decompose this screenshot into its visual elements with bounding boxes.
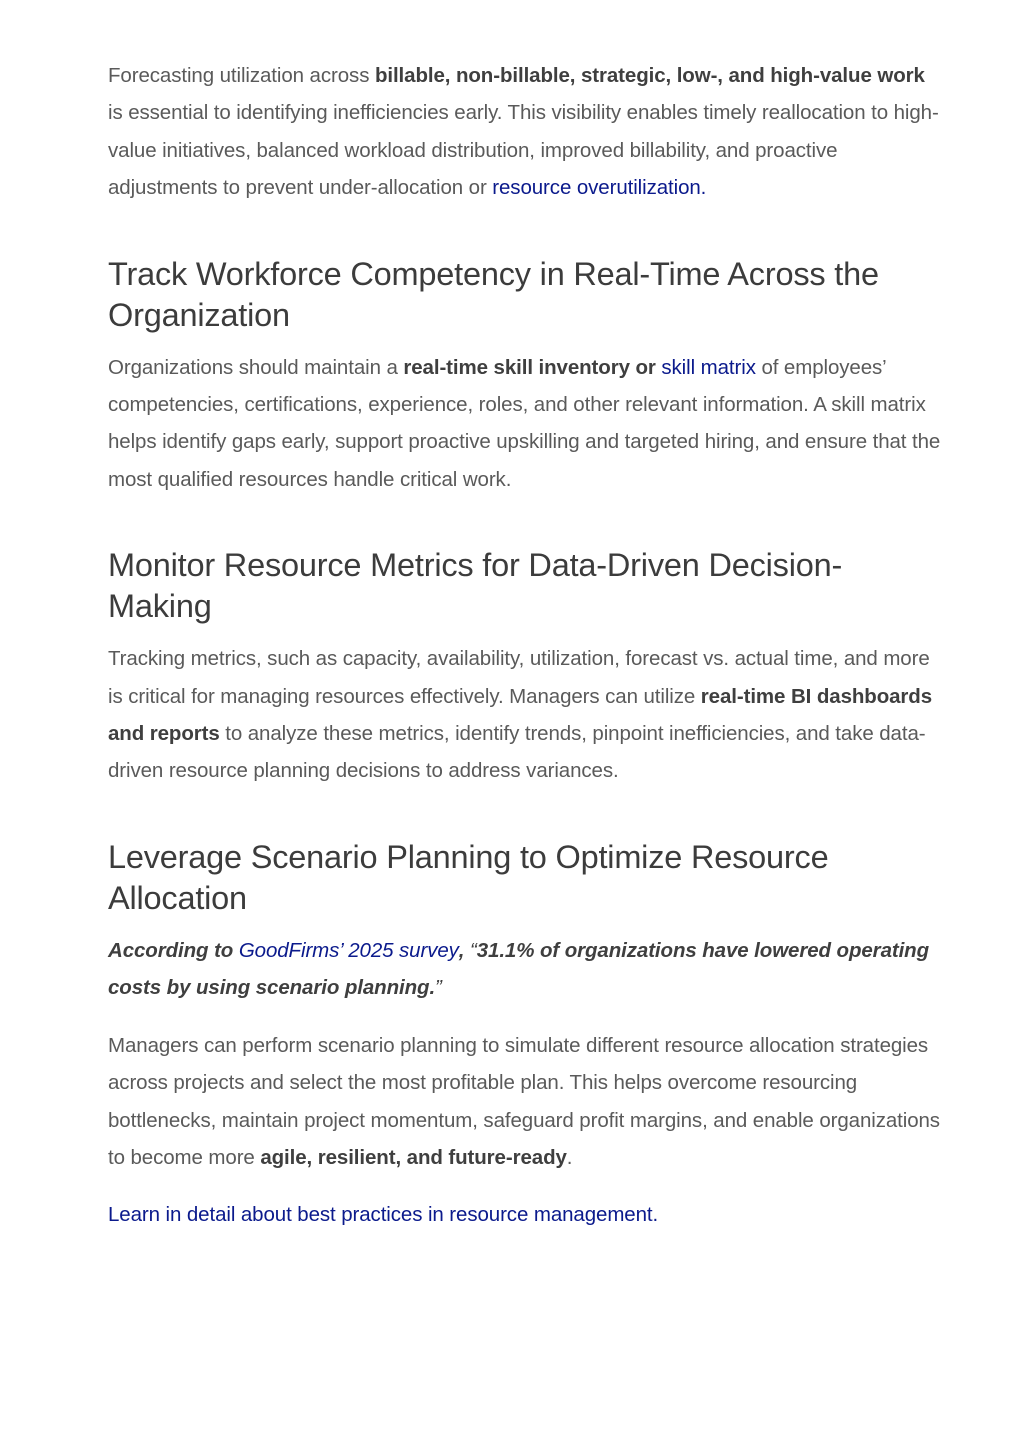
- scenario-text: Managers can perform scenario planning to simulate different resource allocation strategies across projects and select the most profitable plan. This helps overcome resourcing bottlenecks, maintain project momentum, safeguard profit margins, and enable organizations to become more: [108, 1033, 940, 1169]
- scenario-heading: Leverage Scenario Planning to Optimize Resource Allocation: [108, 838, 829, 916]
- best-practices-link[interactable]: Learn in detail about best practices in resource management.: [108, 1203, 659, 1227]
- quote-comma: ,: [458, 938, 470, 962]
- competency-text-continued: of employees’ competencies, certifications, experience, roles, and other relevant information. A skill matrix helps identify gaps early, support proactive upskilling and targeted hiring, and ensure that the most qualified resources handle critical work.: [108, 355, 941, 491]
- quote-open-mark: “: [470, 938, 477, 962]
- footer-paragraph: [108, 1196, 944, 1233]
- survey-quote: [108, 932, 944, 1007]
- quote-lead: According to: [108, 938, 239, 962]
- intro-text: Forecasting utilization across: [108, 64, 375, 87]
- intro-paragraph: [108, 57, 944, 207]
- competency-bold-text: real-time skill inventory or: [403, 355, 662, 379]
- metrics-heading: Monitor Resource Metrics for Data-Driven Decision-Making: [108, 547, 843, 625]
- goodfirms-survey-link[interactable]: GoodFirms’ 2025 survey: [238, 938, 459, 962]
- scenario-bold-text: agile, resilient, and future-ready: [260, 1145, 567, 1169]
- skill-matrix-link[interactable]: skill matrix: [661, 355, 756, 379]
- metrics-paragraph: [108, 640, 944, 790]
- metrics-text: Tracking metrics, such as capacity, availability, utilization, forecast vs. actual time, and more is critical for managing resources effectively. Managers can utilize: [108, 647, 930, 708]
- intro-text-continued: is essential to identifying inefficiencies early. This visibility enables timely reallocation to high-value initiatives, balanced workload distribution, improved billability, and proactive adjustments to prevent under-allocation or: [108, 101, 939, 200]
- competency-paragraph: [108, 349, 944, 499]
- metrics-text-continued: to analyze these metrics, identify trends, pinpoint inefficiencies, and take data-driven resource planning decisions to address variances.: [108, 722, 926, 783]
- quote-close-mark: ”: [435, 976, 442, 1000]
- resource-overutilization-link[interactable]: resource overutilization.: [492, 176, 707, 200]
- scenario-text-end: .: [566, 1145, 573, 1169]
- competency-heading: Track Workforce Competency in Real-Time Across the Organization: [108, 255, 879, 333]
- metrics-bold-text: real-time BI dashboards and reports: [108, 684, 933, 746]
- intro-bold-text: billable, non-billable, strategic, low-, and high-value work: [374, 64, 925, 87]
- scenario-paragraph: [108, 1027, 944, 1177]
- competency-text: Organizations should maintain a: [108, 355, 404, 379]
- quote-body: 31.1% of organizations have lowered operating costs by using scenario planning.: [108, 938, 930, 1000]
